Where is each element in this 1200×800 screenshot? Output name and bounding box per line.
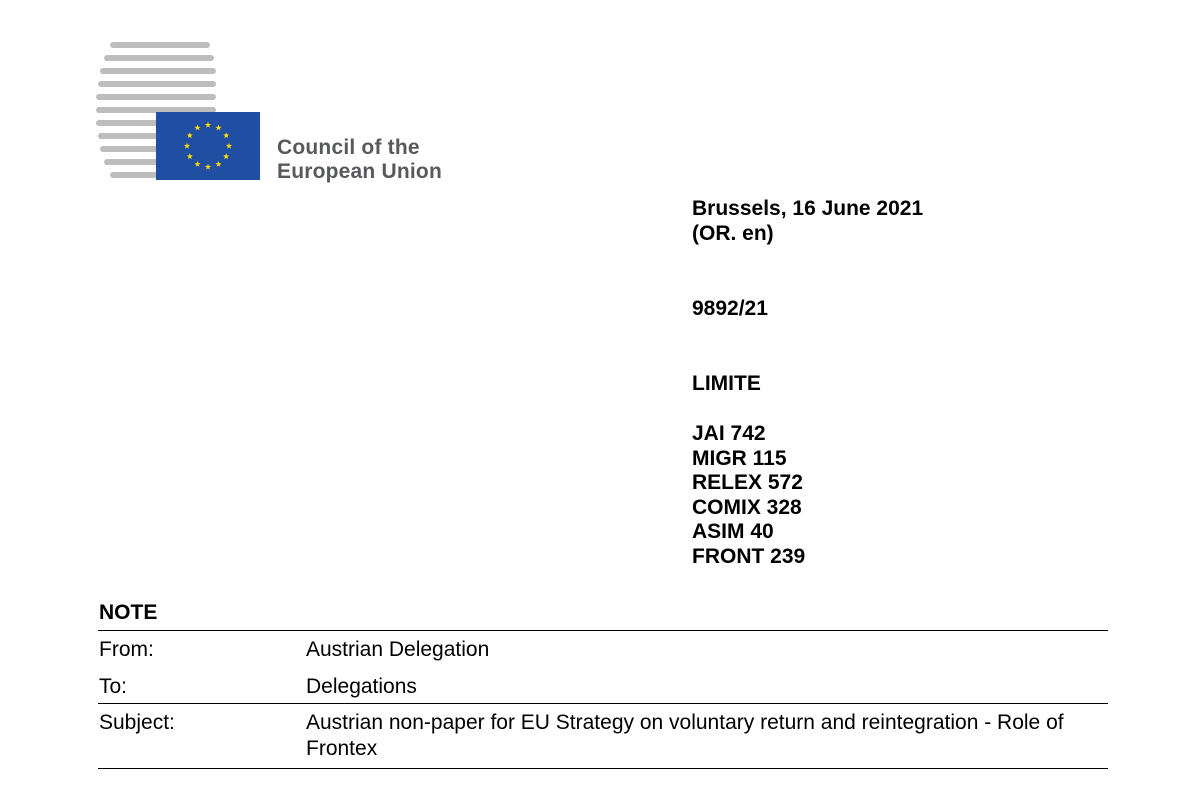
flag-star-icon [187, 132, 193, 138]
flag-star-icon [215, 125, 221, 131]
flag-star-icon [194, 125, 200, 131]
subject-code: RELEX 572 [692, 471, 803, 494]
from-label: From: [99, 638, 154, 661]
organization-name-line1: Council of the [277, 136, 420, 159]
subject-code: ASIM 40 [692, 520, 774, 543]
flag-star-icon [184, 143, 190, 149]
from-value: Austrian Delegation [306, 638, 490, 661]
flag-star-icon [205, 164, 211, 170]
subject-value: Austrian non-paper for EU Strategy on voluntary return and reintegration - Role of Frontex [306, 711, 1064, 760]
original-language: (OR. en) [692, 222, 774, 245]
subject-code: JAI 742 [692, 422, 766, 445]
subject-label: Subject: [99, 711, 175, 734]
organization-name [277, 136, 442, 184]
flag-star-icon [226, 143, 232, 149]
subject-code: FRONT 239 [692, 544, 806, 568]
classification-label: LIMITE [692, 372, 761, 395]
place-date: Brussels, 16 June 2021 [692, 197, 924, 220]
document-reference: 9892/21 [692, 297, 768, 320]
to-label: To: [99, 675, 128, 698]
flag-star-icon [187, 153, 193, 159]
divider [98, 703, 1108, 704]
organization-name-line2: European Union [277, 160, 442, 183]
divider [98, 768, 1108, 769]
subject-code: MIGR 115 [692, 446, 787, 470]
flag-star-icon [215, 161, 221, 167]
subject-code: COMIX 328 [692, 495, 802, 519]
to-value: Delegations [306, 675, 417, 698]
subject-codes-list [692, 422, 805, 569]
flag-star-icon [223, 153, 229, 159]
flag-star-icon [223, 132, 229, 138]
council-logo [96, 40, 476, 190]
divider [98, 630, 1108, 631]
eu-flag-icon [156, 112, 260, 180]
flag-star-icon [194, 161, 200, 167]
flag-star-icon [205, 122, 211, 128]
note-title: NOTE [99, 601, 158, 624]
